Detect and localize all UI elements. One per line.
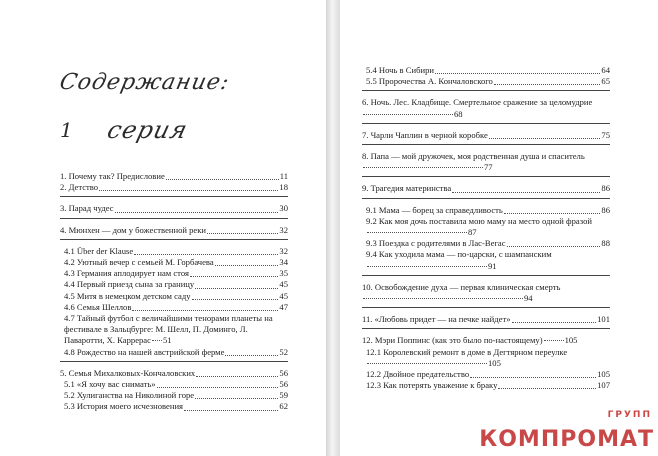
toc-entry: 12.2 Двойное предательство 105 xyxy=(366,369,610,380)
toc-entry: 12.1 Королевский ремонт в доме в Дегтярном переулке105 xyxy=(366,346,568,368)
toc-entry: 4.2 Уютный вечер с семьей М. Горбачева 34 xyxy=(64,257,288,268)
toc-entry: 5.4 Ночь в Сибири 64 xyxy=(366,65,610,75)
divider xyxy=(362,176,610,177)
divider xyxy=(362,328,610,329)
toc-entry: 5.5 Пророчества А. Кончаловского 65 xyxy=(366,76,610,87)
toc-entry: 9.2 Как моя дочь поставила мою маму на место одной фразой87 xyxy=(366,215,592,238)
toc-entry: 4.8 Рождество на нашей австрийской ферме 52 xyxy=(64,346,288,357)
divider xyxy=(362,144,610,145)
divider xyxy=(60,218,288,219)
toc-entry: 5.1 «Я хочу вас снимать» 56 xyxy=(64,379,288,390)
watermark-group: ГРУПП xyxy=(607,410,652,420)
toc-entry: 4.1 Über der Klause 32 xyxy=(64,245,288,256)
toc-entry: 5.2 Хулиганства на Николиной горе 59 xyxy=(64,390,288,401)
toc-entry: 9.1 Мама — борец за справедливость 86 xyxy=(366,204,610,215)
toc-list-right xyxy=(362,65,610,391)
divider xyxy=(362,307,610,308)
toc-entry: 12.3 Как потерять уважение к браку 107 xyxy=(366,380,610,391)
toc-entry: 4.7 Тайный футбол с величайшими тенорами планеты на фестивале в Зальцбурге: М. Шелл, П. Доминго, Л. Паваротти, Х. Каррерас 51 xyxy=(64,313,273,346)
toc-entry: 7. Чарли Чаплин в черной коробке 75 xyxy=(362,129,610,140)
toc-heading: Содержание: xyxy=(57,70,233,95)
divider xyxy=(60,239,288,240)
book-spine xyxy=(326,0,340,456)
toc-entry: 10. Освобождение духа — первая клиническая смерть94 xyxy=(362,281,561,304)
toc-entry: 1. Почему так? Предисловие 11 xyxy=(60,171,288,181)
left-page xyxy=(0,0,326,456)
toc-entry: 3. Парад чудес 30 xyxy=(60,203,288,214)
toc-entry: 9.3 Поездка с родителями в Лас-Вегас 88 xyxy=(366,238,610,249)
divider xyxy=(60,361,288,362)
toc-entry: 5. Семья Михалковых-Кончаловских 56 xyxy=(60,367,288,378)
divider xyxy=(362,90,610,91)
divider xyxy=(362,123,610,124)
divider xyxy=(362,275,610,276)
series-number: 1 xyxy=(60,118,73,142)
watermark-logo: КОМПРОМАТ xyxy=(479,427,654,452)
toc-entry: 5.3 История моего исчезновения 62 xyxy=(64,401,288,412)
toc-list-left xyxy=(60,171,288,413)
toc-entry: 9.4 Как уходила мама — по-царски, с шампанским91 xyxy=(366,249,552,271)
toc-entry: 4.3 Германия аплодирует нам стоя 35 xyxy=(64,268,288,279)
toc-entry: 4.4 Первый приезд сына за границу 45 xyxy=(64,279,288,290)
divider xyxy=(60,196,288,197)
toc-entry: 4.5 Митя в немецком детском саду 45 xyxy=(64,290,288,301)
toc-entry: 8. Папа — мой дружочек, моя родственная душа и спаситель77 xyxy=(362,151,585,173)
divider xyxy=(362,198,610,199)
toc-entry: 2. Детство 18 xyxy=(60,182,288,193)
toc-entry: 4. Мюнхен — дом у божественной реки 32 xyxy=(60,224,288,235)
series-word: серия xyxy=(104,116,191,144)
toc-entry: 11. «Любовь придет — на печке найдет» 101 xyxy=(362,314,610,325)
toc-entry: 6. Ночь. Лес. Кладбище. Смертельное сражение за целомудрие68 xyxy=(362,97,593,119)
toc-entry: 9. Трагедия материнства 86 xyxy=(362,183,610,194)
toc-entry: 4.6 Семья Шеллов 47 xyxy=(64,301,288,312)
toc-entry: 12. Мэри Поппинс (как это было по-настоящему) 105 xyxy=(362,335,578,346)
